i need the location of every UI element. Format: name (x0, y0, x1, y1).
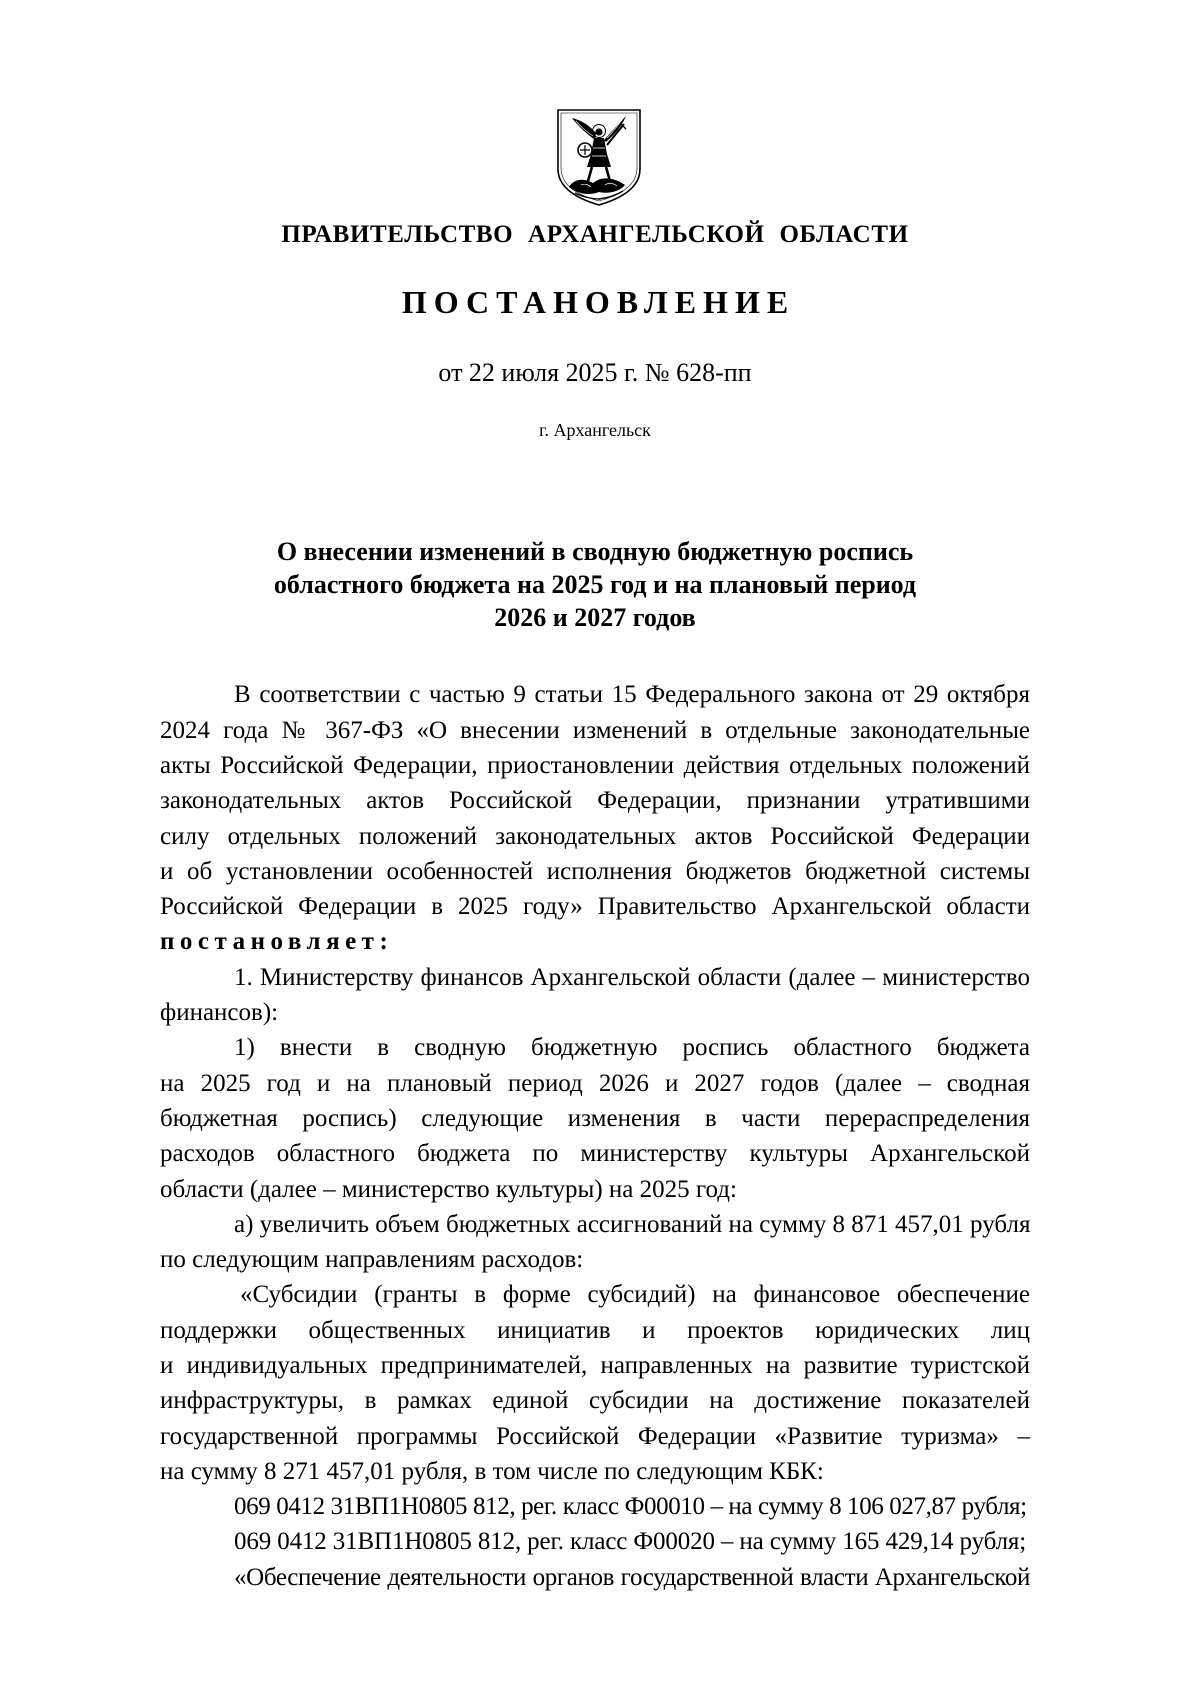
preamble-line: В соответствии с частью 9 статьи 15 Федерального закона от 29 октября (234, 681, 1030, 709)
subsidy-line: «Субсидии (гранты в форме субсидий) на финансовое обеспечение (240, 1281, 1030, 1309)
city-line: г. Архангельск (539, 420, 651, 440)
item-1-1-line: 1) внести в сводную бюджетную роспись областного бюджета (234, 1034, 1030, 1062)
kbk-line: 069 0412 31ВП1Н0805 812, рег. класс Ф00010 – на сумму 8 106 027,87 рубля; (234, 1493, 1027, 1521)
subsidy-line: инфраструктуры, в рамках единой субсидии на достижение показателей (160, 1387, 1030, 1415)
item-1-1-line: расходов областного бюджета по министерству культуры Архангельской (160, 1140, 1030, 1168)
subsidy-line: на сумму 8 271 457,01 рубля, в том числе по следующим КБК: (160, 1457, 824, 1485)
organization-heading: ПРАВИТЕЛЬСТВО АРХАНГЕЛЬСКОЙ ОБЛАСТИ (281, 221, 909, 248)
preamble-line: законодательных актов Российской Федерации, признании утратившими (160, 787, 1030, 815)
subsidy-line: и индивидуальных предпринимателей, направленных на развитие туристской (160, 1351, 1030, 1379)
preamble-line: Российской Федерации в 2025 году» Правительство Архангельской области (160, 893, 1030, 921)
title-line: областного бюджета на 2025 год и на плановый период (273, 569, 917, 599)
item-1-1-line: на 2025 год и на плановый период 2026 и 2027 годов (далее – сводная (160, 1069, 1030, 1097)
subsidy-line: поддержки общественных инициатив и проектов юридических лиц (160, 1316, 1030, 1344)
document-body (160, 677, 1030, 1595)
title-line: 2026 и 2027 годов (494, 602, 696, 632)
item-1-line: финансов): (160, 999, 279, 1027)
coat-of-arms-icon (553, 107, 645, 207)
continuation-line: «Обеспечение деятельности органов государственной власти Архангельской (234, 1563, 1030, 1591)
preamble-line: акты Российской Федерации, приостановлении действия отдельных положений (160, 751, 1030, 779)
title-line: О внесении изменений в сводную бюджетную роспись (276, 536, 914, 566)
preamble-line: и об установлении особенностей исполнения бюджетов бюджетной системы (160, 857, 1030, 885)
decree-word: постановляет: (160, 928, 394, 956)
date-number-line: от 22 июля 2025 г. № 628-пп (438, 358, 752, 387)
subsidy-line: государственной программы Российской Федерации «Развитие туризма» – (160, 1422, 1030, 1450)
document-type-heading: ПОСТАНОВЛЕНИЕ (401, 284, 796, 320)
item-1-1-line: области (далее – министерство культуры) на 2025 год: (160, 1175, 737, 1203)
item-a-line: по следующим направлениям расходов: (160, 1246, 584, 1274)
item-1-1-line: бюджетная роспись) следующие изменения в части перераспределения (160, 1104, 1030, 1132)
preamble-line: силу отдельных положений законодательных актов Российской Федерации (160, 822, 1030, 850)
item-a-line: а) увеличить объем бюджетных ассигнований на сумму 8 871 457,01 рубля (234, 1210, 1031, 1238)
kbk-line: 069 0412 31ВП1Н0805 812, рег. класс Ф00020 – на сумму 165 429,14 рубля; (234, 1528, 1027, 1556)
document-title (0, 535, 1190, 634)
preamble-line: 2024 года № 367-ФЗ «О внесении изменений в отдельные законодательные (160, 716, 1030, 744)
item-1-line: 1. Министерству финансов Архангельской области (далее – министерство (234, 963, 1030, 991)
